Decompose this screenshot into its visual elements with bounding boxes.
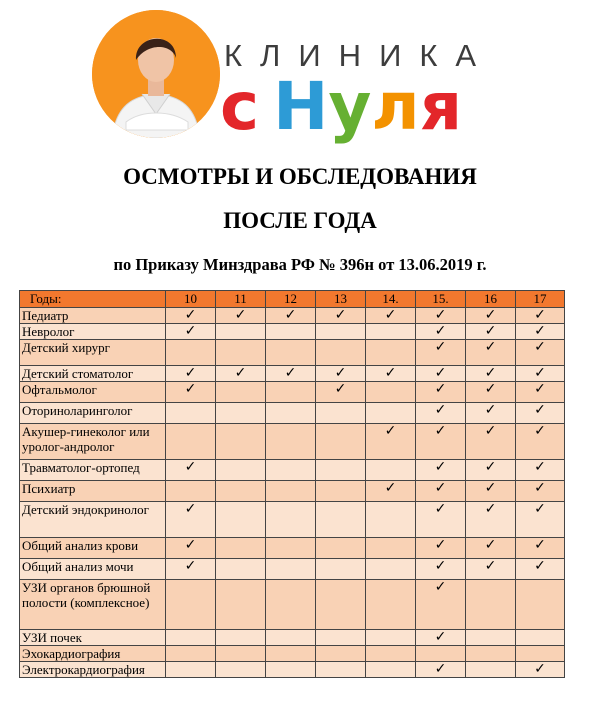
row-label: Оториноларинголог — [20, 403, 166, 424]
check-mark-icon: ✓ — [216, 308, 266, 324]
check-mark-icon: ✓ — [466, 382, 516, 403]
empty-cell — [216, 538, 266, 559]
check-mark-icon: ✓ — [266, 308, 316, 324]
table-row — [20, 424, 565, 460]
empty-cell — [366, 646, 416, 662]
empty-cell — [166, 340, 216, 366]
check-mark-icon: ✓ — [416, 630, 466, 646]
doctor-portrait-icon — [92, 10, 220, 138]
row-label: Невролог — [20, 324, 166, 340]
row-label: Педиатр — [20, 308, 166, 324]
check-mark-icon: ✓ — [416, 340, 466, 366]
check-mark-icon: ✓ — [416, 424, 466, 460]
check-mark-icon: ✓ — [416, 538, 466, 559]
empty-cell — [316, 580, 366, 630]
empty-cell — [266, 662, 316, 678]
empty-cell — [366, 340, 416, 366]
empty-cell — [316, 340, 366, 366]
brand-top-text: КЛИНИКА — [224, 38, 495, 73]
years-header-label: Годы: — [20, 291, 166, 308]
check-mark-icon: ✓ — [166, 460, 216, 481]
table-row — [20, 662, 565, 678]
check-mark-icon: ✓ — [416, 662, 466, 678]
check-mark-icon: ✓ — [516, 662, 565, 678]
check-mark-icon: ✓ — [266, 366, 316, 382]
doctor-photo — [92, 10, 220, 138]
empty-cell — [266, 502, 316, 538]
empty-cell — [216, 340, 266, 366]
empty-cell — [516, 580, 565, 630]
brand-main-text — [220, 68, 463, 145]
year-header: 12 — [266, 291, 316, 308]
brand-letter: с — [220, 68, 260, 145]
check-mark-icon: ✓ — [516, 382, 565, 403]
year-header: 17 — [516, 291, 565, 308]
check-mark-icon: ✓ — [466, 481, 516, 502]
empty-cell — [266, 580, 316, 630]
empty-cell — [516, 646, 565, 662]
empty-cell — [366, 502, 416, 538]
check-mark-icon: ✓ — [516, 308, 565, 324]
empty-cell — [216, 580, 266, 630]
check-mark-icon: ✓ — [516, 460, 565, 481]
empty-cell — [166, 403, 216, 424]
empty-cell — [366, 460, 416, 481]
page-title-line2: ПОСЛЕ ГОДА — [223, 208, 377, 233]
empty-cell — [466, 580, 516, 630]
check-mark-icon: ✓ — [466, 424, 516, 460]
check-mark-icon: ✓ — [166, 366, 216, 382]
table-row — [20, 646, 565, 662]
empty-cell — [316, 460, 366, 481]
table-row — [20, 630, 565, 646]
table-row — [20, 382, 565, 403]
check-mark-icon: ✓ — [416, 403, 466, 424]
check-mark-icon: ✓ — [166, 538, 216, 559]
table-row — [20, 538, 565, 559]
empty-cell — [166, 580, 216, 630]
empty-cell — [266, 324, 316, 340]
check-mark-icon: ✓ — [216, 366, 266, 382]
brand-letter: я — [419, 68, 463, 145]
check-mark-icon: ✓ — [516, 481, 565, 502]
row-label: Психиатр — [20, 481, 166, 502]
empty-cell — [216, 460, 266, 481]
empty-cell — [166, 424, 216, 460]
empty-cell — [216, 502, 266, 538]
check-mark-icon: ✓ — [316, 366, 366, 382]
brand-letter: Н — [273, 68, 329, 145]
empty-cell — [466, 630, 516, 646]
empty-cell — [366, 580, 416, 630]
empty-cell — [216, 662, 266, 678]
check-mark-icon: ✓ — [316, 308, 366, 324]
check-mark-icon: ✓ — [516, 403, 565, 424]
check-mark-icon: ✓ — [416, 308, 466, 324]
table-row — [20, 559, 565, 580]
empty-cell — [216, 630, 266, 646]
check-mark-icon: ✓ — [466, 308, 516, 324]
empty-cell — [266, 340, 316, 366]
empty-cell — [266, 630, 316, 646]
check-mark-icon: ✓ — [516, 559, 565, 580]
check-mark-icon: ✓ — [466, 502, 516, 538]
check-mark-icon: ✓ — [166, 382, 216, 403]
table-body — [20, 308, 565, 678]
check-mark-icon: ✓ — [316, 382, 366, 403]
page-subtitle: по Приказу Минздрава РФ № 396н от 13.06.2019 г. — [113, 255, 487, 274]
check-mark-icon: ✓ — [416, 559, 466, 580]
check-mark-icon: ✓ — [466, 340, 516, 366]
year-header: 13 — [316, 291, 366, 308]
empty-cell — [166, 630, 216, 646]
empty-cell — [316, 502, 366, 538]
empty-cell — [316, 324, 366, 340]
empty-cell — [216, 481, 266, 502]
year-header: 11 — [216, 291, 266, 308]
check-mark-icon: ✓ — [366, 424, 416, 460]
check-mark-icon: ✓ — [166, 559, 216, 580]
empty-cell — [266, 424, 316, 460]
empty-cell — [216, 424, 266, 460]
empty-cell — [216, 403, 266, 424]
check-mark-icon: ✓ — [466, 324, 516, 340]
check-mark-icon: ✓ — [516, 502, 565, 538]
empty-cell — [366, 382, 416, 403]
table-row — [20, 324, 565, 340]
year-header: 10 — [166, 291, 216, 308]
empty-cell — [266, 460, 316, 481]
empty-cell — [216, 646, 266, 662]
empty-cell — [216, 324, 266, 340]
empty-cell — [316, 538, 366, 559]
check-mark-icon: ✓ — [416, 502, 466, 538]
empty-cell — [416, 646, 466, 662]
check-mark-icon: ✓ — [416, 382, 466, 403]
empty-cell — [516, 630, 565, 646]
table-row — [20, 308, 565, 324]
empty-cell — [316, 424, 366, 460]
empty-cell — [266, 382, 316, 403]
empty-cell — [316, 646, 366, 662]
empty-cell — [216, 559, 266, 580]
year-header: 14. — [366, 291, 416, 308]
check-mark-icon: ✓ — [466, 460, 516, 481]
empty-cell — [166, 481, 216, 502]
row-label: УЗИ органов брюшной полости (комплексное) — [20, 580, 166, 630]
empty-cell — [166, 646, 216, 662]
check-mark-icon: ✓ — [166, 324, 216, 340]
table-row — [20, 366, 565, 382]
check-mark-icon: ✓ — [516, 538, 565, 559]
row-label: Эхокардиография — [20, 646, 166, 662]
check-mark-icon: ✓ — [466, 538, 516, 559]
row-label: Детский хирург — [20, 340, 166, 366]
row-label: УЗИ почек — [20, 630, 166, 646]
checkup-schedule-table — [19, 290, 565, 678]
empty-cell — [266, 403, 316, 424]
empty-cell — [366, 324, 416, 340]
empty-cell — [316, 403, 366, 424]
empty-cell — [316, 481, 366, 502]
check-mark-icon: ✓ — [366, 481, 416, 502]
check-mark-icon: ✓ — [166, 308, 216, 324]
table-row — [20, 481, 565, 502]
row-label: Электрокардиография — [20, 662, 166, 678]
check-mark-icon: ✓ — [416, 324, 466, 340]
clinic-logo — [92, 8, 522, 143]
check-mark-icon: ✓ — [466, 403, 516, 424]
empty-cell — [316, 630, 366, 646]
check-mark-icon: ✓ — [416, 460, 466, 481]
empty-cell — [316, 662, 366, 678]
year-header: 15. — [416, 291, 466, 308]
check-mark-icon: ✓ — [416, 580, 466, 630]
empty-cell — [266, 646, 316, 662]
table-row — [20, 460, 565, 481]
row-label: Травматолог-ортопед — [20, 460, 166, 481]
check-mark-icon: ✓ — [516, 324, 565, 340]
table-row — [20, 580, 565, 630]
row-label: Общий анализ мочи — [20, 559, 166, 580]
empty-cell — [316, 559, 366, 580]
check-mark-icon: ✓ — [466, 559, 516, 580]
table-header-row — [20, 291, 565, 308]
check-mark-icon: ✓ — [416, 481, 466, 502]
empty-cell — [366, 630, 416, 646]
empty-cell — [466, 646, 516, 662]
row-label: Акушер-гинеколог или уролог-андролог — [20, 424, 166, 460]
table-row — [20, 502, 565, 538]
check-mark-icon: ✓ — [516, 340, 565, 366]
row-label: Офтальмолог — [20, 382, 166, 403]
check-mark-icon: ✓ — [516, 424, 565, 460]
row-label: Детский эндокринолог — [20, 502, 166, 538]
check-mark-icon: ✓ — [466, 366, 516, 382]
table-row — [20, 403, 565, 424]
row-label: Общий анализ крови — [20, 538, 166, 559]
empty-cell — [266, 538, 316, 559]
check-mark-icon: ✓ — [366, 366, 416, 382]
table-row — [20, 340, 565, 366]
brand-letter: л — [371, 68, 420, 145]
empty-cell — [466, 662, 516, 678]
empty-cell — [166, 662, 216, 678]
check-mark-icon: ✓ — [416, 366, 466, 382]
year-header: 16 — [466, 291, 516, 308]
empty-cell — [266, 559, 316, 580]
brand-letter: у — [328, 68, 372, 145]
page-title-line1: ОСМОТРЫ И ОБСЛЕДОВАНИЯ — [123, 164, 477, 189]
empty-cell — [366, 403, 416, 424]
check-mark-icon: ✓ — [166, 502, 216, 538]
empty-cell — [366, 662, 416, 678]
row-label: Детский стоматолог — [20, 366, 166, 382]
check-mark-icon: ✓ — [366, 308, 416, 324]
empty-cell — [216, 382, 266, 403]
empty-cell — [366, 559, 416, 580]
check-mark-icon: ✓ — [516, 366, 565, 382]
empty-cell — [266, 481, 316, 502]
empty-cell — [366, 538, 416, 559]
